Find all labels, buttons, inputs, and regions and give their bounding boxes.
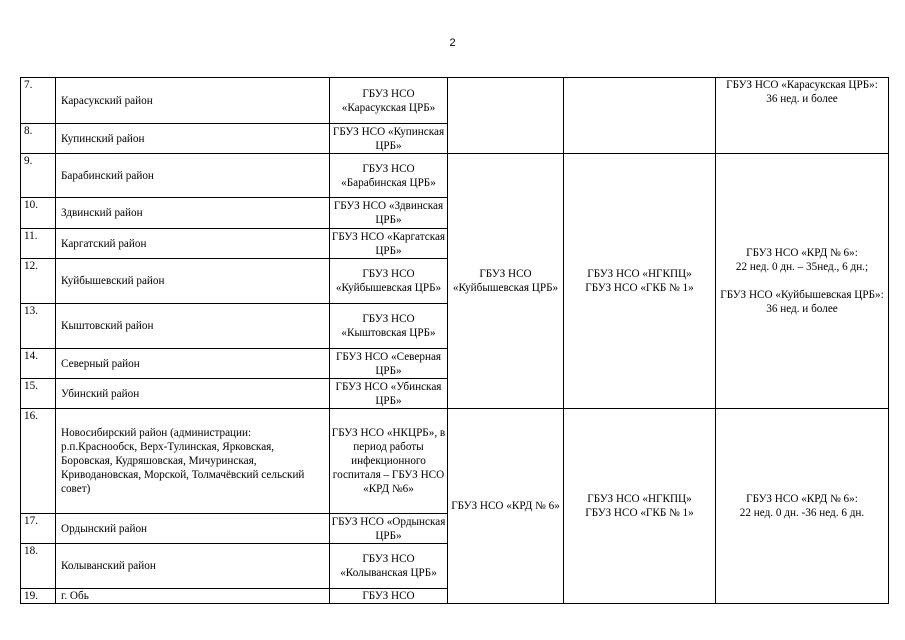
- district-name: Барабинский район: [56, 154, 330, 198]
- district-name: г. Обь: [56, 589, 330, 604]
- row-number: 11.: [21, 229, 56, 259]
- group-b-terms-line-3: ГБУЗ НСО «Куйбышевская ЦРБ»:: [720, 289, 884, 301]
- group-a-terms-line-1: ГБУЗ НСО «Карасукская ЦРБ»:: [726, 79, 878, 91]
- group-a-terms-line-2: 36 нед. и более: [766, 93, 838, 105]
- row-number: 9.: [21, 154, 56, 198]
- organization: ГБУЗ НСО «Барабинская ЦРБ»: [330, 154, 448, 198]
- district-name: Северный район: [56, 349, 330, 379]
- group-c-primary-facility: ГБУЗ НСО «КРД № 6»: [448, 409, 564, 604]
- organization: ГБУЗ НСО «НКЦРБ», в период работы инфекционного госпиталя – ГБУЗ НСО «КРД №6»: [330, 409, 448, 514]
- district-name: Кыштовский район: [56, 304, 330, 349]
- group-b-delivery-terms: [716, 154, 889, 409]
- organization: ГБУЗ НСО «Ордынская ЦРБ»: [330, 514, 448, 544]
- group-b-referral-facilities: [564, 154, 716, 409]
- group-a-col4-empty: [448, 78, 564, 154]
- row-number: 8.: [21, 124, 56, 154]
- row-number: 15.: [21, 379, 56, 409]
- row-number: 10.: [21, 198, 56, 229]
- group-a-col5-empty: [564, 78, 716, 154]
- page-number: 2: [449, 37, 456, 49]
- district-name: Здвинский район: [56, 198, 330, 229]
- row-number: 19.: [21, 589, 56, 604]
- row-number: 14.: [21, 349, 56, 379]
- group-b-referral-line-2: ГБУЗ НСО «ГКБ № 1»: [585, 282, 694, 294]
- organization: ГБУЗ НСО «Северная ЦРБ»: [330, 349, 448, 379]
- district-name: Куйбышевский район: [56, 259, 330, 304]
- group-c-terms-line-1: ГБУЗ НСО «КРД № 6»:: [746, 493, 858, 505]
- group-a-delivery-terms: [716, 78, 889, 154]
- district-name: Купинский район: [56, 124, 330, 154]
- table-row: [21, 78, 889, 124]
- group-c-referral-line-1: ГБУЗ НСО «НГКПЦ»: [587, 493, 692, 505]
- row-number: 18.: [21, 544, 56, 589]
- row-number: 13.: [21, 304, 56, 349]
- table-row: [21, 409, 889, 514]
- group-c-referral-line-2: ГБУЗ НСО «ГКБ № 1»: [585, 507, 694, 519]
- district-name: Каргатский район: [56, 229, 330, 259]
- group-b-terms-line-1: ГБУЗ НСО «КРД № 6»:: [746, 247, 858, 259]
- row-number: 16.: [21, 409, 56, 514]
- district-name: Новосибирский район (администрации: р.п.Краснообск, Верх-Тулинская, Ярковская, Боровская, Кудряшовская, Мичуринская, Криводановская, Морской, Толмачёвский сельский совет): [56, 409, 330, 514]
- organization: ГБУЗ НСО «Колыванская ЦРБ»: [330, 544, 448, 589]
- group-c-terms-line-2: 22 нед. 0 дн. -36 нед. 6 дн.: [739, 507, 865, 519]
- group-c-delivery-terms: [716, 409, 889, 604]
- district-name: Колыванский район: [56, 544, 330, 589]
- group-b-referral-line-1: ГБУЗ НСО «НГКПЦ»: [587, 268, 692, 280]
- organization: ГБУЗ НСО «Здвинская ЦРБ»: [330, 198, 448, 229]
- organization: ГБУЗ НСО «Карасукская ЦРБ»: [330, 78, 448, 124]
- district-name: Убинский район: [56, 379, 330, 409]
- organization: ГБУЗ НСО «Купинская ЦРБ»: [330, 124, 448, 154]
- district-name: Карасукский район: [56, 78, 330, 124]
- row-number: 12.: [21, 259, 56, 304]
- organization: ГБУЗ НСО «Каргатская ЦРБ»: [330, 229, 448, 259]
- organization: ГБУЗ НСО: [330, 589, 448, 604]
- group-b-primary-facility: ГБУЗ НСО «Куйбышевская ЦРБ»: [448, 154, 564, 409]
- row-number: 17.: [21, 514, 56, 544]
- row-number: 7.: [21, 78, 56, 124]
- routing-table: [20, 77, 889, 604]
- table-row: [21, 154, 889, 198]
- organization: ГБУЗ НСО «Куйбышевская ЦРБ»: [330, 259, 448, 304]
- district-name: Ордынский район: [56, 514, 330, 544]
- group-b-terms-line-2: 22 нед. 0 дн. – 35нед., 6 дн.;: [735, 261, 869, 273]
- group-c-referral-facilities: [564, 409, 716, 604]
- organization: ГБУЗ НСО «Убинская ЦРБ»: [330, 379, 448, 409]
- group-b-terms-line-4: 36 нед. и более: [766, 303, 838, 315]
- organization: ГБУЗ НСО «Кыштовская ЦРБ»: [330, 304, 448, 349]
